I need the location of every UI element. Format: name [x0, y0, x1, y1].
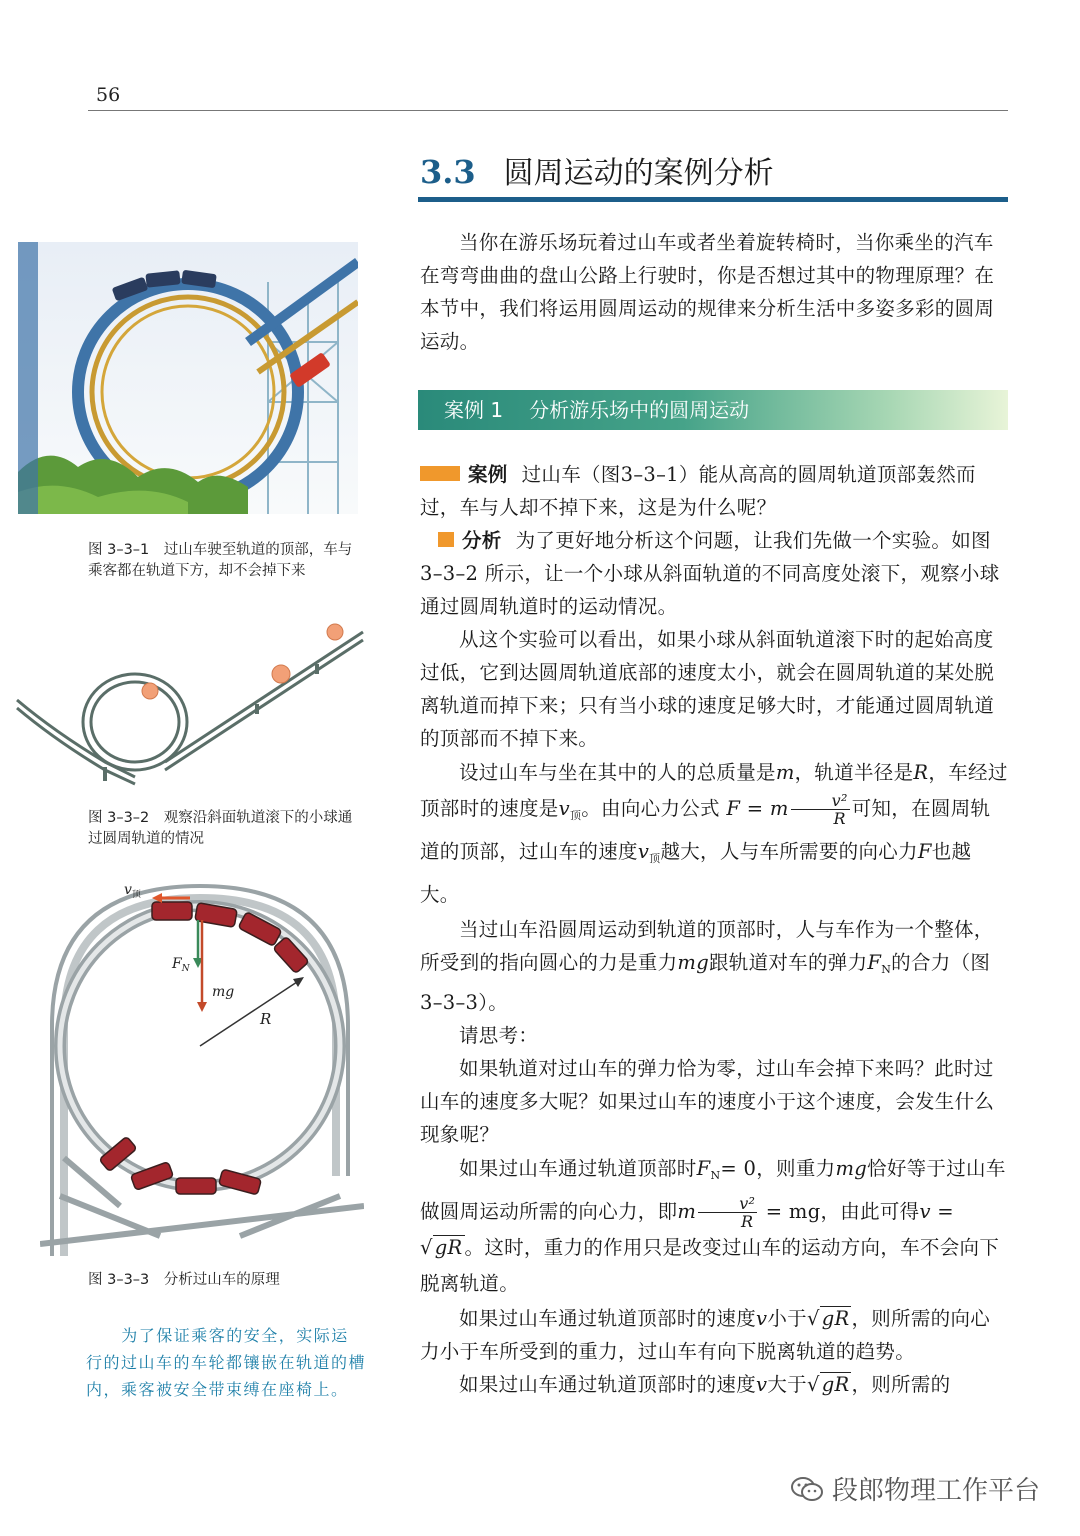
orange-marker	[438, 532, 454, 547]
title-rule	[418, 197, 1008, 202]
section-title-text: 圆周运动的案例分析	[503, 156, 774, 191]
figure-3-3-2-caption: 图 3–3–2 观察沿斜面轨道滚下的小球通过圆周轨道的情况	[88, 810, 353, 847]
main-body	[420, 458, 1008, 1401]
section-title	[420, 148, 774, 192]
analysis-paragraph: 分析 为了更好地分析这个问题，让我们先做一个实验。如图 3–3–2 所示，让一个小球从斜面轨道的不同高度处滚下，观察小球通过圆周轨道时的运动情况。	[420, 529, 1000, 618]
case-banner	[418, 390, 1008, 430]
figure-3-3-3-caption: 图 3–3–3 分析过山车的原理	[88, 1272, 280, 1288]
faster-paragraph: 如果过山车通过轨道顶部时的速度v大于√ gR ，则所需的	[459, 1373, 951, 1396]
v-top-label: $v_顶$	[124, 882, 141, 900]
case-banner-label: 案例 1	[444, 398, 504, 422]
fraction: $\frac{\text{v²}}{R}$	[698, 1195, 757, 1230]
case-label: 案例	[468, 463, 508, 486]
case-paragraph: 案例 过山车（图3–3–1）能从高高的圆周轨道顶部轰然而过，车与人却不掉下来，这是为什么呢？	[420, 463, 976, 519]
mg-label: mg	[212, 984, 235, 1000]
analysis-label: 分析	[462, 529, 502, 552]
watermark-text: 段郎物理工作平台	[832, 1476, 1041, 1506]
watermark	[790, 1470, 1040, 1507]
think-question: 如果轨道对过山车的弹力恰为零，过山车会掉下来吗？此时过山车的速度多大呢？如果过山车的速度小于这个速度，会发生什么现象呢？	[420, 1057, 995, 1146]
page-number: 56	[96, 84, 121, 106]
r-label: R	[260, 1010, 272, 1028]
header-rule	[88, 110, 1008, 111]
intro-paragraph: 当你在游乐场玩着过山车或者坐着旋转椅时，当你乘坐的汽车在弯弯曲曲的盘山公路上行驶时，你是否想过其中的物理原理？在本节中，我们将运用圆周运动的规律来分析生活中多姿多彩的圆周运动。	[420, 231, 995, 353]
formula-paragraph: 设过山车与坐在其中的人的总质量是m，轨道半径是R，车经过顶部时的速度是$v_顶$。由向心力公式 F = m $\frac{\text{v²}}{R}$ 可知，在圆周轨道的顶部，过山车的速度$v_顶$越大，人与车所需要的向心力F也越大。	[420, 761, 1008, 906]
safety-side-note: 为了保证乘客的安全，实际运行的过山车的车轮都镶嵌在轨道的槽内，乘客被安全带束缚在座椅上。	[86, 1326, 367, 1399]
loop-track-diagram	[15, 612, 367, 790]
force-analysis-diagram	[40, 876, 364, 1256]
figure-3-3-1-caption: 图 3–3–1 过山车驶至轨道的顶部，车与乘客都在轨道下方，却不会掉下来	[88, 542, 353, 579]
roller-coaster-photo	[18, 242, 358, 514]
slower-paragraph: 如果过山车通过轨道顶部时的速度v小于√ gR ，则所需的向心力小于车所受到的重力，过山车有向下脱离轨道的趋势。	[420, 1307, 991, 1363]
fraction: $\frac{\text{v²}}{R}$	[791, 792, 850, 827]
case-banner-title: 分析游乐场中的圆周运动	[529, 398, 750, 422]
wechat-icon	[790, 1475, 824, 1503]
forces-paragraph: 当过山车沿圆周运动到轨道的顶部时，人与车作为一个整体，所受到的指向圆心的力是重力mg跟轨道对车的弹力$F_N$的合力（图 3–3–3）。	[420, 918, 994, 1014]
critical-speed-paragraph: 如果过山车通过轨道顶部时$F_N= 0$，则重力mg恰好等于过山车做圆周运动所需的向心力，即m $\frac{\text{v²}}{R}$ = mg，由此可得v = √ gR 。这时，重力的作用只是改变过山车的运动方向，车不会向下脱离轨道。	[420, 1157, 1006, 1295]
fn-label: $F_N$	[172, 956, 190, 974]
section-number: 3.3	[420, 153, 476, 191]
orange-marker	[420, 466, 460, 481]
think-label: 请思考：	[459, 1024, 539, 1047]
experiment-paragraph: 从这个实验可以看出，如果小球从斜面轨道滚下时的起始高度过低，它到达圆周轨道底部的速度太小，就会在圆周轨道的某处脱离轨道而掉下来；只有当小球的速度足够大时，才能通过圆周轨道的顶部而不掉下来。	[420, 628, 995, 750]
